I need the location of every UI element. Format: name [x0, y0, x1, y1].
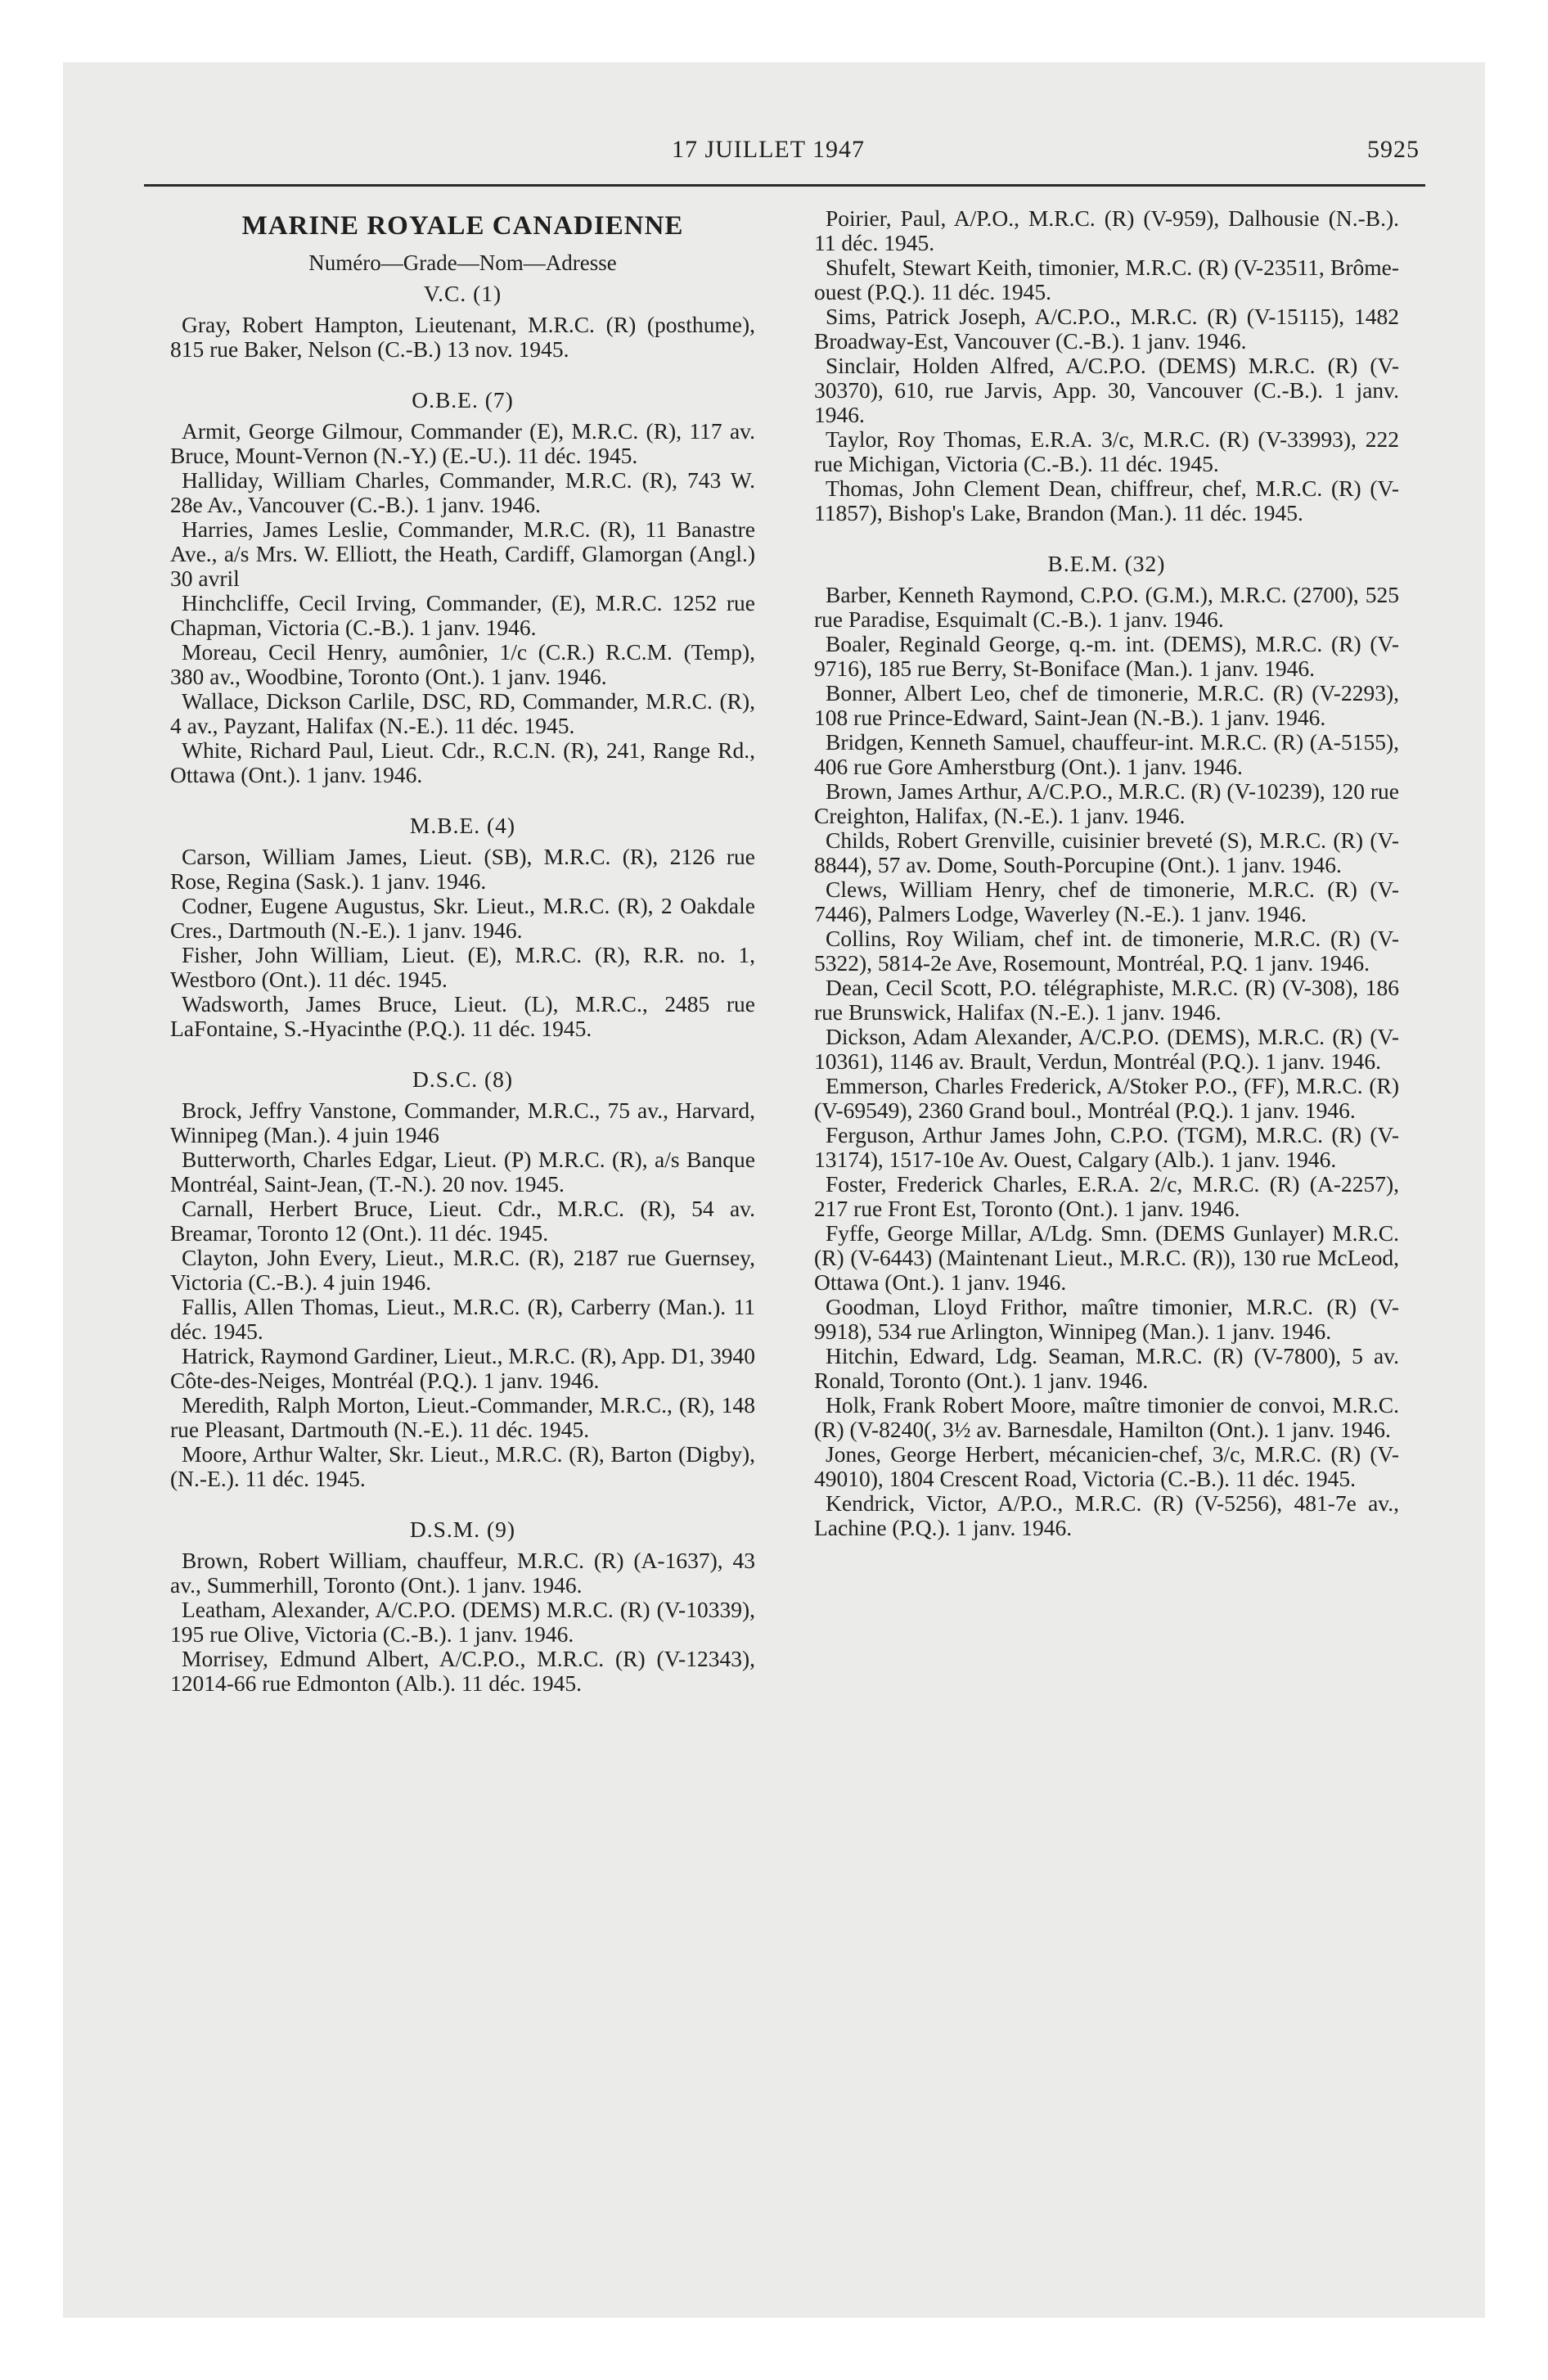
list-entry: Dickson, Adam Alexander, A/C.P.O. (DEMS), M.R.C. (R) (V-10361), 1146 av. Brault, Verdun, Montréal (P.Q.). 1 janv. 1946.	[814, 1024, 1399, 1074]
list-entry: Armit, George Gilmour, Commander (E), M.R.C. (R), 117 av. Bruce, Mount-Vernon (N.-Y.) (E.-U.). 11 déc. 1945.	[170, 418, 755, 468]
document-subtitle: Numéro—Grade—Nom—Adresse	[308, 250, 617, 275]
list-entry: Boaler, Reginald George, q.-m. int. (DEMS), M.R.C. (R) (V-9716), 185 rue Berry, St-Boniface (Man.). 1 janv. 1946.	[814, 631, 1399, 681]
left-column	[170, 203, 755, 2216]
list-entry: Taylor, Roy Thomas, E.R.A. 3/c, M.R.C. (R) (V-33993), 222 rue Michigan, Victoria (C.-B.). 11 déc. 1945.	[814, 426, 1399, 476]
list-entry: Dean, Cecil Scott, P.O. télégraphiste, M.R.C. (R) (V-308), 186 rue Brunswick, Halifax (N.-E.). 1 janv. 1946.	[814, 975, 1399, 1025]
list-entry: Fyffe, George Millar, A/Ldg. Smn. (DEMS Gunlayer) M.R.C. (R) (V-6443) (Maintenant Lieut., M.R.C. (R)), 130 rue McLeod, Ottawa (Ont.). 1 janv. 1946.	[814, 1220, 1399, 1295]
list-entry: Bonner, Albert Leo, chef de timonerie, M.R.C. (R) (V-2293), 108 rue Prince-Edward, Saint-Jean (N.-B.). 1 janv. 1946.	[814, 680, 1399, 730]
list-entry: Carnall, Herbert Bruce, Lieut. Cdr., M.R.C. (R), 54 av. Breamar, Toronto 12 (Ont.). 11 déc. 1945.	[170, 1196, 755, 1246]
list-entry: Fallis, Allen Thomas, Lieut., M.R.C. (R), Carberry (Man.). 11 déc. 1945.	[170, 1294, 755, 1344]
list-entry: Clews, William Henry, chef de timonerie, M.R.C. (R) (V-7446), Palmers Lodge, Waverley (N.-E.). 1 janv. 1946.	[814, 877, 1399, 926]
list-entry: Gray, Robert Hampton, Lieutenant, M.R.C. (R) (posthume), 815 rue Baker, Nelson (C.-B.) 13 nov. 1945.	[170, 312, 755, 362]
list-entry: Hatrick, Raymond Gardiner, Lieut., M.R.C. (R), App. D1, 3940 Côte-des-Neiges, Montréal (P.Q.). 1 janv. 1946.	[170, 1343, 755, 1393]
list-entry: Hinchcliffe, Cecil Irving, Commander, (E), M.R.C. 1252 rue Chapman, Victoria (C.-B.). 1 janv. 1946.	[170, 590, 755, 640]
list-entry: Butterworth, Charles Edgar, Lieut. (P) M.R.C. (R), a/s Banque Montréal, Saint-Jean, (T.-N.). 20 nov. 1945.	[170, 1147, 755, 1197]
section-heading: M.B.E. (4)	[409, 813, 516, 838]
section-heading: D.S.M. (9)	[409, 1517, 516, 1542]
section-heading: B.E.M. (32)	[1047, 551, 1166, 576]
list-entry: Wallace, Dickson Carlile, DSC, RD, Commander, M.R.C. (R), 4 av., Payzant, Halifax (N.-E.). 11 déc. 1945.	[170, 688, 755, 738]
list-entry: Brown, James Arthur, A/C.P.O., M.R.C. (R) (V-10239), 120 rue Creighton, Halifax, (N.-E.). 1 janv. 1946.	[814, 778, 1399, 828]
list-entry: Jones, George Herbert, mécanicien-chef, 3/c, M.R.C. (R) (V-49010), 1804 Crescent Road, Victoria (C.-B.). 11 déc. 1945.	[814, 1441, 1399, 1491]
list-entry: Moore, Arthur Walter, Skr. Lieut., M.R.C. (R), Barton (Digby), (N.-E.). 11 déc. 1945.	[170, 1441, 755, 1491]
list-entry: Harries, James Leslie, Commander, M.R.C. (R), 11 Banastre Ave., a/s Mrs. W. Elliott, the Heath, Cardiff, Glamorgan (Angl.) 30 avril	[170, 516, 755, 591]
list-entry: Childs, Robert Grenville, cuisinier breveté (S), M.R.C. (R) (V-8844), 57 av. Dome, South-Porcupine (Ont.). 1 janv. 1946.	[814, 827, 1399, 877]
list-entry: Fisher, John William, Lieut. (E), M.R.C. (R), R.R. no. 1, Westboro (Ont.). 11 déc. 1945.	[170, 942, 755, 992]
list-entry: Hitchin, Edward, Ldg. Seaman, M.R.C. (R) (V-7800), 5 av. Ronald, Toronto (Ont.). 1 janv. 1946.	[814, 1343, 1399, 1393]
list-entry: Codner, Eugene Augustus, Skr. Lieut., M.R.C. (R), 2 Oakdale Cres., Dartmouth (N.-E.). 1 janv. 1946.	[170, 893, 755, 943]
right-column	[814, 203, 1399, 2216]
section-heading: O.B.E. (7)	[412, 387, 514, 412]
document-title: MARINE ROYALE CANADIENNE	[241, 211, 684, 241]
header-date: 17 JUILLET 1947	[671, 136, 866, 163]
list-entry: Barber, Kenneth Raymond, C.P.O. (G.M.), M.R.C. (2700), 525 rue Paradise, Esquimalt (C.-B.). 1 janv. 1946.	[814, 582, 1399, 632]
list-entry: Collins, Roy Wiliam, chef int. de timonerie, M.R.C. (R) (V-5322), 5814-2e Ave, Rosemount, Montréal, P.Q. 1 janv. 1946.	[814, 926, 1399, 976]
list-entry: Sims, Patrick Joseph, A/C.P.O., M.R.C. (R) (V-15115), 1482 Broadway-Est, Vancouver (C.-B.). 1 janv. 1946.	[814, 304, 1399, 354]
list-entry: Holk, Frank Robert Moore, maître timonier de convoi, M.R.C. (R) (V-8240(, 3½ av. Barnesdale, Hamilton (Ont.). 1 janv. 1946.	[814, 1392, 1399, 1442]
list-entry: Emmerson, Charles Frederick, A/Stoker P.O., (FF), M.R.C. (R) (V-69549), 2360 Grand boul., Montréal (P.Q.). 1 janv. 1946.	[814, 1073, 1399, 1123]
list-entry: Poirier, Paul, A/P.O., M.R.C. (R) (V-959), Dalhousie (N.-B.). 11 déc. 1945.	[814, 205, 1399, 255]
section-heading: D.S.C. (8)	[412, 1066, 514, 1092]
page-number: 5925	[1367, 136, 1420, 163]
list-entry: Bridgen, Kenneth Samuel, chauffeur-int. M.R.C. (R) (A-5155), 406 rue Gore Amherstburg (Ont.). 1 janv. 1946.	[814, 729, 1399, 779]
list-entry: Thomas, John Clement Dean, chiffreur, chef, M.R.C. (R) (V-11857), Bishop's Lake, Brandon (Man.). 11 déc. 1945.	[814, 476, 1399, 525]
list-entry: Wadsworth, James Bruce, Lieut. (L), M.R.C., 2485 rue LaFontaine, S.-Hyacinthe (P.Q.). 11 déc. 1945.	[170, 991, 755, 1041]
page-header	[117, 136, 1420, 172]
list-entry: Moreau, Cecil Henry, aumônier, 1/c (C.R.) R.C.M. (Temp), 380 av., Woodbine, Toronto (Ont.). 1 janv. 1946.	[170, 639, 755, 689]
list-entry: Goodman, Lloyd Frithor, maître timonier, M.R.C. (R) (V-9918), 534 rue Arlington, Winnipeg (Man.). 1 janv. 1946.	[814, 1294, 1399, 1344]
list-entry: Ferguson, Arthur James John, C.P.O. (TGM), M.R.C. (R) (V-13174), 1517-10e Av. Ouest, Calgary (Alb.). 1 janv. 1946.	[814, 1122, 1399, 1172]
list-entry: Kendrick, Victor, A/P.O., M.R.C. (R) (V-5256), 481-7e av., Lachine (P.Q.). 1 janv. 1946.	[814, 1490, 1399, 1540]
list-entry: Carson, William James, Lieut. (SB), M.R.C. (R), 2126 rue Rose, Regina (Sask.). 1 janv. 1946.	[170, 844, 755, 894]
list-entry: White, Richard Paul, Lieut. Cdr., R.C.N. (R), 241, Range Rd., Ottawa (Ont.). 1 janv. 1946.	[170, 737, 755, 787]
list-entry: Brown, Robert William, chauffeur, M.R.C. (R) (A-1637), 43 av., Summerhill, Toronto (Ont.). 1 janv. 1946.	[170, 1548, 755, 1598]
list-entry: Clayton, John Every, Lieut., M.R.C. (R), 2187 rue Guernsey, Victoria (C.-B.). 4 juin 1946.	[170, 1245, 755, 1295]
list-entry: Foster, Frederick Charles, E.R.A. 2/c, M.R.C. (R) (A-2257), 217 rue Front Est, Toronto (Ont.). 1 janv. 1946.	[814, 1171, 1399, 1221]
list-entry: Shufelt, Stewart Keith, timonier, M.R.C. (R) (V-23511, Brôme-ouest (P.Q.). 11 déc. 1945.	[814, 255, 1399, 304]
list-entry: Brock, Jeffry Vanstone, Commander, M.R.C., 75 av., Harvard, Winnipeg (Man.). 4 juin 1946	[170, 1098, 755, 1147]
section-heading: V.C. (1)	[423, 281, 502, 306]
list-entry: Morrisey, Edmund Albert, A/C.P.O., M.R.C. (R) (V-12343), 12014-66 rue Edmonton (Alb.). 11 déc. 1945.	[170, 1646, 755, 1696]
list-entry: Sinclair, Holden Alfred, A/C.P.O. (DEMS) M.R.C. (R) (V-30370), 610, rue Jarvis, App. 30, Vancouver (C.-B.). 1 janv. 1946.	[814, 353, 1399, 427]
list-entry: Halliday, William Charles, Commander, M.R.C. (R), 743 W. 28e Av., Vancouver (C.-B.). 1 janv. 1946.	[170, 467, 755, 517]
header-rule	[144, 184, 1425, 187]
list-entry: Leatham, Alexander, A/C.P.O. (DEMS) M.R.C. (R) (V-10339), 195 rue Olive, Victoria (C.-B.). 1 janv. 1946.	[170, 1597, 755, 1647]
list-entry: Meredith, Ralph Morton, Lieut.-Commander, M.R.C., (R), 148 rue Pleasant, Dartmouth (N.-E.). 11 déc. 1945.	[170, 1392, 755, 1442]
